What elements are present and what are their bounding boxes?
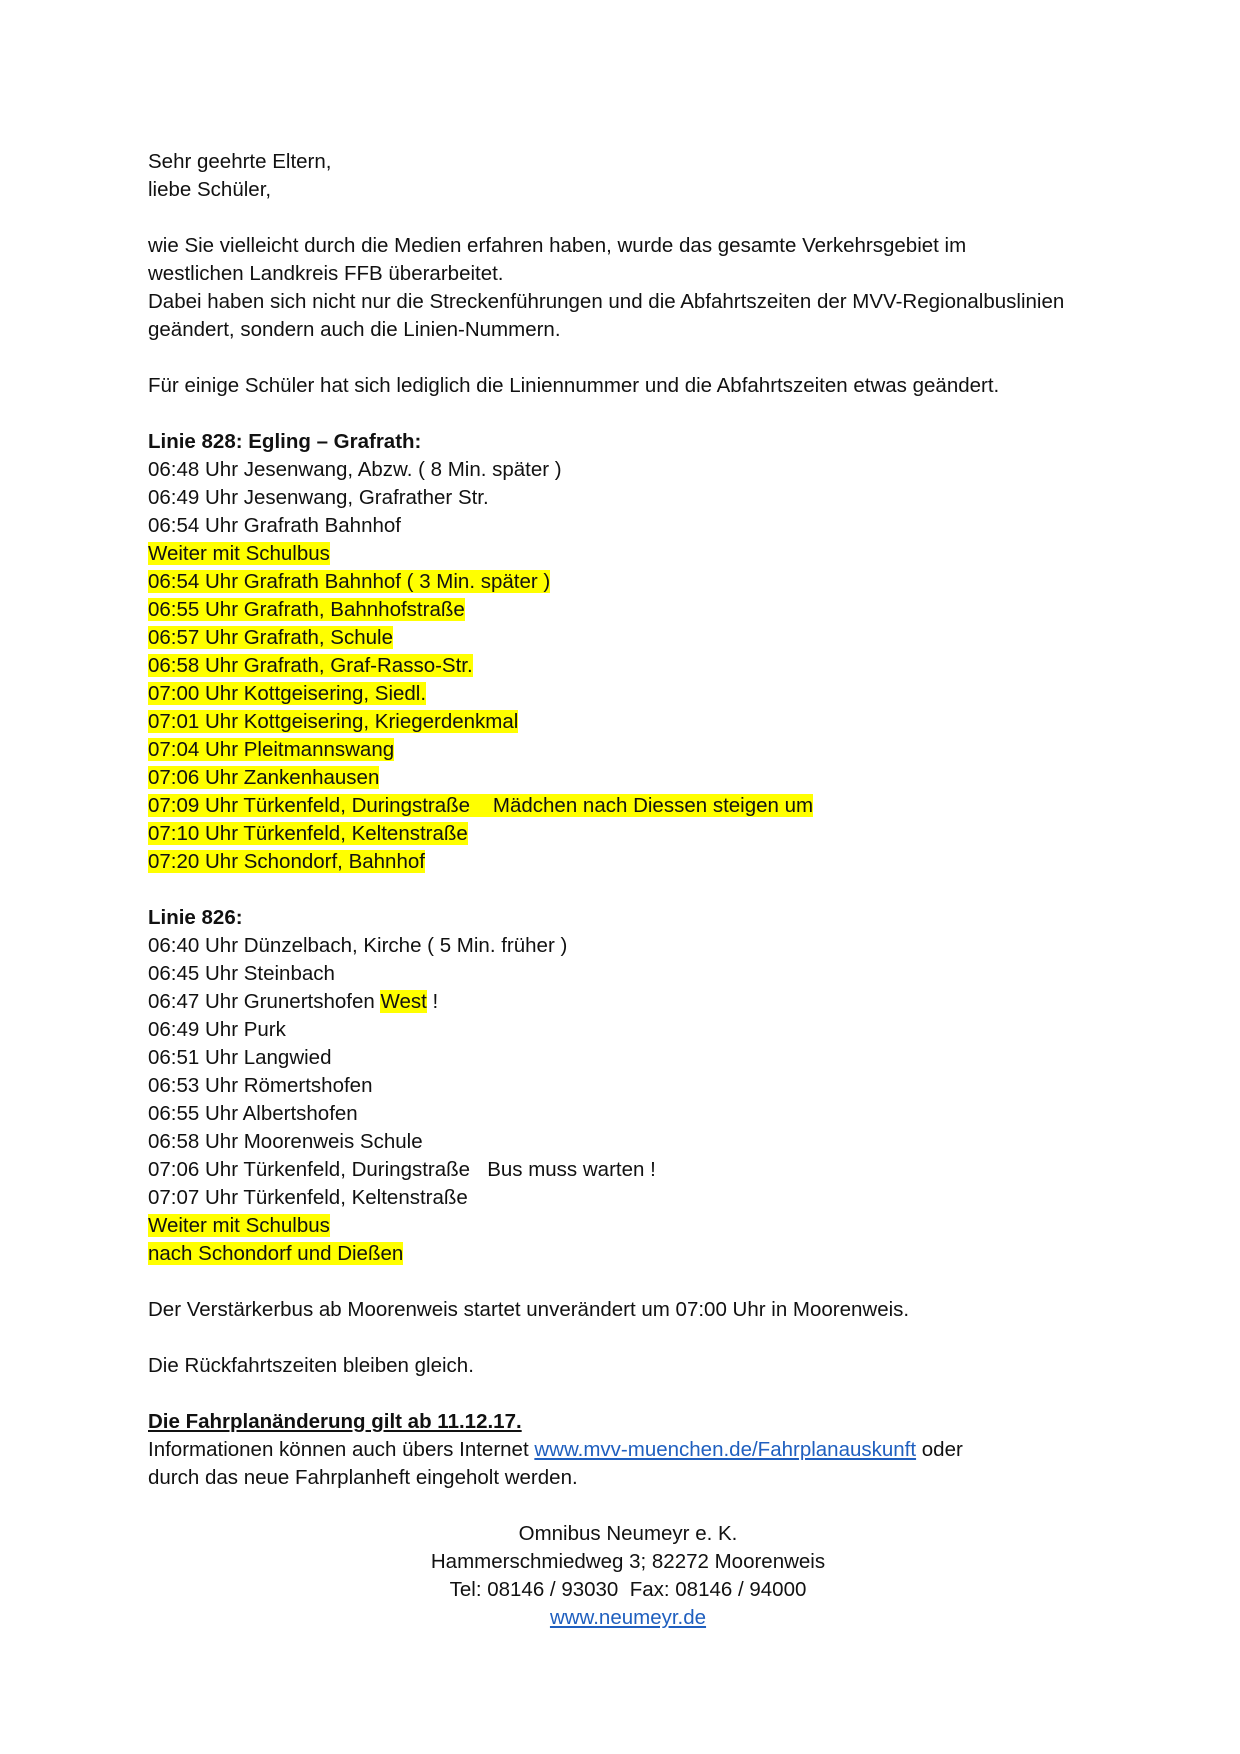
line-826-stop: 06:45 Uhr Steinbach xyxy=(148,962,335,985)
line-828-schoolbus-stop: 07:00 Uhr Kottgeisering, Siedl. xyxy=(148,682,427,705)
line-828-title: Linie 828: Egling – Grafrath: xyxy=(148,430,422,453)
greeting-line-1: Sehr geehrte Eltern, xyxy=(148,150,332,173)
line-828-schoolbus-stop: 07:06 Uhr Zankenhausen xyxy=(148,766,380,789)
line-826-schoolbus-label: Weiter mit Schulbus xyxy=(148,1214,330,1237)
line-828-schoolbus-stop: 06:54 Uhr Grafrath Bahnhof ( 3 Min. später ) xyxy=(148,570,551,593)
info-text-line-2: durch das neue Fahrplanheft eingeholt werden. xyxy=(148,1466,578,1489)
line-828-transfer-stop: 07:09 Uhr Türkenfeld, Duringstraße xyxy=(148,794,471,817)
line-826-stop3-highlight: West xyxy=(380,990,427,1013)
line-828-final-stop: 07:10 Uhr Türkenfeld, Keltenstraße xyxy=(148,822,468,845)
intro-paragraph-line: Für einige Schüler hat sich lediglich die Liniennummer und die Abfahrtszeiten etwas geändert. xyxy=(148,374,1000,397)
booster-bus-note: Der Verstärkerbus ab Moorenweis startet unverändert um 07:00 Uhr in Moorenweis. xyxy=(148,1298,910,1321)
line-826-stop: 07:07 Uhr Türkenfeld, Keltenstraße xyxy=(148,1186,468,1209)
line-828-stop: 06:49 Uhr Jesenwang, Grafrather Str. xyxy=(148,486,489,509)
line-826-wait-stop: 07:06 Uhr Türkenfeld, Duringstraße xyxy=(148,1158,471,1181)
line-826-stop: 06:53 Uhr Römertshofen xyxy=(148,1074,373,1097)
info-text-suffix: oder xyxy=(921,1438,963,1461)
line-828-schoolbus-stop: 06:55 Uhr Grafrath, Bahnhofstraße xyxy=(148,598,465,621)
line-826-schoolbus-dest: nach Schondorf und Dießen xyxy=(148,1242,404,1265)
line-828-schoolbus-label: Weiter mit Schulbus xyxy=(148,542,330,565)
line-828-stop: 06:48 Uhr Jesenwang, Abzw. ( 8 Min. später ) xyxy=(148,458,562,481)
line-826-stop3-suffix: ! xyxy=(432,990,439,1013)
line-828-stop: 06:54 Uhr Grafrath Bahnhof xyxy=(148,514,401,537)
footer-company: Omnibus Neumeyr e. K. xyxy=(518,1522,738,1545)
line-828-schoolbus-stop: 07:01 Uhr Kottgeisering, Kriegerdenkmal xyxy=(148,710,519,733)
info-text-prefix: Informationen können auch übers Internet xyxy=(148,1438,529,1461)
intro-paragraph-line: wie Sie vielleicht durch die Medien erfahren haben, wurde das gesamte Verkehrsgebiet im xyxy=(148,234,967,257)
intro-paragraph-line: westlichen Landkreis FFB überarbeitet. xyxy=(148,262,504,285)
line-828-schoolbus-stop: 06:58 Uhr Grafrath, Graf-Rasso-Str. xyxy=(148,654,473,677)
intro-paragraph-line: geändert, sondern auch die Linien-Nummern. xyxy=(148,318,561,341)
greeting-line-2: liebe Schüler, xyxy=(148,178,272,201)
line-826-stop3-prefix: 06:47 Uhr Grunertshofen xyxy=(148,990,375,1013)
line-828-schoolbus-stop: 06:57 Uhr Grafrath, Schule xyxy=(148,626,393,649)
footer-website-link[interactable]: www.neumeyr.de xyxy=(549,1606,707,1629)
line-826-title: Linie 826: xyxy=(148,906,243,929)
line-826-stop: 06:40 Uhr Dünzelbach, Kirche ( 5 Min. früher ) xyxy=(148,934,568,957)
line-826-wait-note: Bus muss warten ! xyxy=(487,1158,656,1181)
return-times-note: Die Rückfahrtszeiten bleiben gleich. xyxy=(148,1354,474,1377)
line-828-transfer-note: Mädchen nach Diessen steigen um xyxy=(492,794,814,817)
footer-address: Hammerschmiedweg 3; 82272 Moorenweis xyxy=(430,1550,826,1573)
letter-page xyxy=(148,148,1108,1632)
line-826-stop xyxy=(148,988,1108,1016)
line-828-final-stop: 07:20 Uhr Schondorf, Bahnhof xyxy=(148,850,425,873)
line-826-stop: 06:55 Uhr Albertshofen xyxy=(148,1102,358,1125)
line-826-stop: 06:49 Uhr Purk xyxy=(148,1018,286,1041)
line-828-schoolbus-stop: 07:04 Uhr Pleitmannswang xyxy=(148,738,395,761)
line-826-stop: 06:51 Uhr Langwied xyxy=(148,1046,332,1069)
mvv-timetable-link[interactable]: www.mvv-muenchen.de/Fahrplanauskunft xyxy=(534,1438,917,1461)
line-826-stop: 06:58 Uhr Moorenweis Schule xyxy=(148,1130,423,1153)
footer-phone: Tel: 08146 / 93030 Fax: 08146 / 94000 xyxy=(449,1578,807,1601)
intro-paragraph-line: Dabei haben sich nicht nur die Streckenführungen und die Abfahrtszeiten der MVV-Regionalbuslinien xyxy=(148,290,1065,313)
valid-from-heading: Die Fahrplanänderung gilt ab 11.12.17. xyxy=(148,1410,522,1433)
